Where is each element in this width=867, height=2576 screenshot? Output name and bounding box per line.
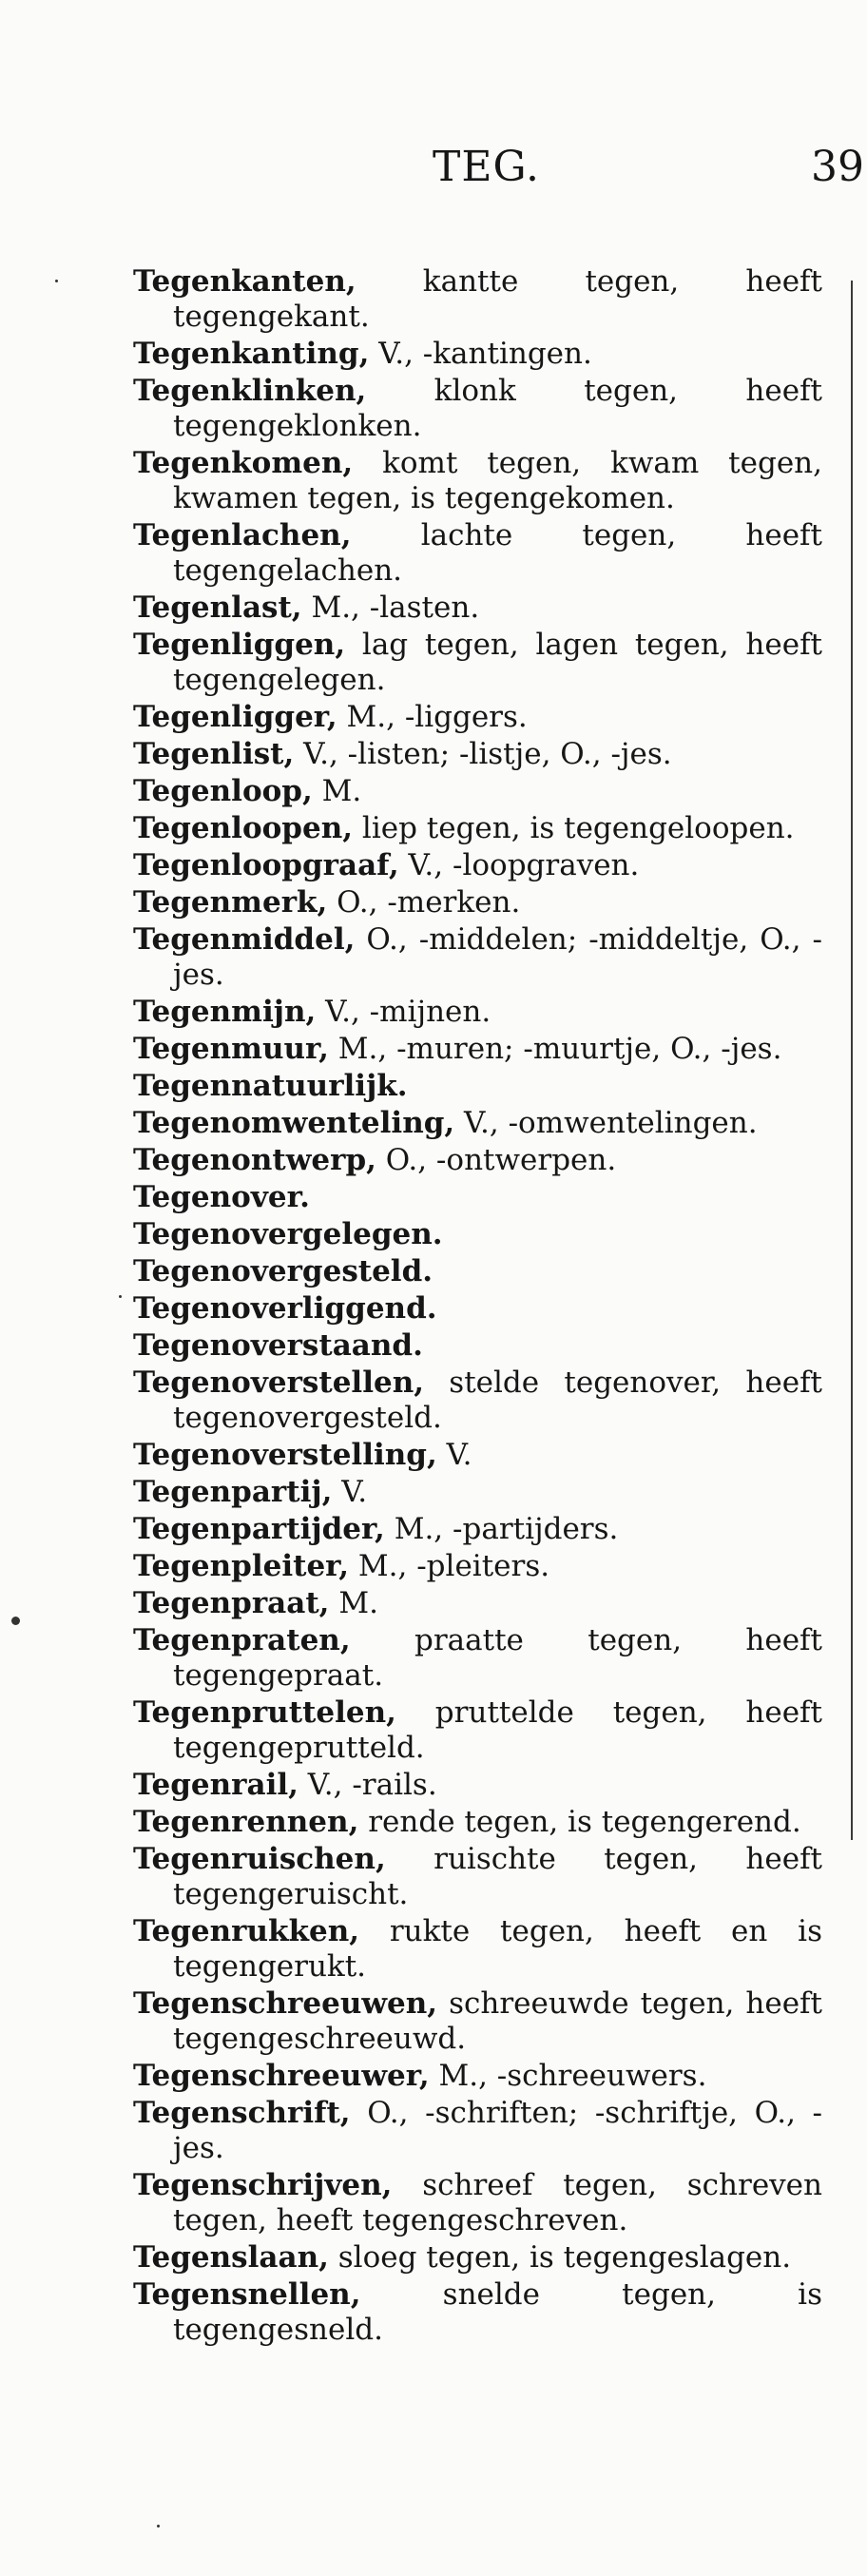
headword: Tegenovergelegen. — [133, 1217, 443, 1251]
dictionary-entry — [133, 2059, 822, 2094]
definition: V., -rails. — [298, 1768, 437, 1802]
dictionary-entry — [133, 1438, 822, 1473]
ink-speck — [157, 2525, 160, 2528]
dictionary-entry — [133, 2168, 822, 2238]
dictionary-entry — [133, 1805, 822, 1840]
definition: V., -listen; -listje, O., -jes. — [294, 737, 672, 771]
dictionary-entry — [133, 1695, 822, 1766]
dictionary-entry — [133, 848, 822, 883]
definition: O., -schriften; -schriftje, O., -jes. — [173, 2096, 822, 2165]
headword: Tegenloop, — [133, 774, 313, 808]
headword: Tegenkomen, — [133, 446, 354, 480]
headword: Tegenligger, — [133, 700, 337, 734]
definition: klonk tegen, heeft tegengeklonken. — [173, 374, 822, 443]
definition: M., -liggers. — [337, 700, 528, 734]
definition: praatte tegen, heeft tegengepraat. — [173, 1623, 822, 1693]
dictionary-entry — [133, 2277, 822, 2348]
definition: pruttelde tegen, heeft tegengeprutteld. — [173, 1695, 822, 1765]
running-head: TEG. — [433, 143, 541, 191]
definition: rende tegen, is tegengerend. — [358, 1805, 801, 1839]
headword: Tegenoverstaand. — [133, 1328, 423, 1363]
dictionary-entry — [133, 1475, 822, 1510]
dictionary-entry — [133, 591, 822, 626]
headword: Tegenmijn, — [133, 995, 317, 1029]
dictionary-entry — [133, 374, 822, 444]
headword: Tegenmuur, — [133, 1032, 329, 1066]
definition: O., -ontwerpen. — [376, 1143, 617, 1177]
dictionary-entry — [133, 1328, 822, 1364]
entry-list — [133, 264, 822, 2350]
dictionary-entry — [133, 337, 822, 372]
definition: rukte tegen, heeft en is tegengerukt. — [173, 1914, 822, 1984]
headword: Tegenrukken, — [133, 1914, 360, 1948]
headword: Tegenovergesteld. — [133, 1254, 434, 1288]
definition: schreeuwde tegen, heeft tegengeschreeuwd. — [173, 1986, 822, 2056]
dictionary-entry — [133, 518, 822, 589]
definition: liep tegen, is tegengeloopen. — [353, 811, 795, 845]
headword: Tegenslaan, — [133, 2240, 329, 2275]
definition: O., -middelen; -middeltje, O., -jes. — [173, 922, 822, 992]
definition: stelde tegenover, heeft tegenovergesteld. — [173, 1365, 822, 1435]
headword: Tegenschrift, — [133, 2096, 351, 2130]
headword: Tegenkanten, — [133, 264, 356, 299]
dictionary-entry — [133, 1586, 822, 1621]
ink-speck — [11, 1617, 20, 1625]
definition: M. — [312, 774, 362, 808]
dictionary-entry — [133, 2096, 822, 2166]
dictionary-entry — [133, 2240, 822, 2276]
definition: M., -pleiters. — [349, 1549, 550, 1583]
headword: Tegenlast, — [133, 591, 302, 625]
dictionary-entry — [133, 1914, 822, 1985]
headword: Tegenklinken, — [133, 374, 367, 408]
headword: Tegenkanting, — [133, 337, 370, 371]
headword: Tegenpartijder, — [133, 1512, 385, 1546]
dictionary-entry — [133, 628, 822, 698]
headword: Tegennatuurlijk. — [133, 1069, 408, 1103]
dictionary-entry — [133, 264, 822, 335]
definition: komt tegen, kwam tegen, kwamen tegen, is tegengekomen. — [173, 446, 822, 515]
definition: schreef tegen, schreven tegen, heeft tegengeschreven. — [173, 2168, 822, 2237]
dictionary-entry — [133, 1180, 822, 1215]
dictionary-entry — [133, 1069, 822, 1104]
definition: V., -omwentelingen. — [454, 1106, 758, 1140]
headword: Tegenpleiter, — [133, 1549, 350, 1583]
headword: Tegenontwerp, — [133, 1143, 376, 1177]
dictionary-entry — [133, 1986, 822, 2057]
headword: Tegenoverliggend. — [133, 1291, 437, 1326]
headword: Tegenmiddel, — [133, 922, 356, 957]
definition: O., -merken. — [327, 885, 521, 920]
definition: lag tegen, lagen tegen, heeft tegengelegen. — [173, 628, 822, 697]
headword: Tegenmerk, — [133, 885, 328, 920]
headword: Tegenloopen, — [133, 811, 354, 845]
dictionary-entry — [133, 1254, 822, 1289]
dictionary-entry — [133, 1768, 822, 1803]
definition: V., -loopgraven. — [398, 848, 640, 882]
headword: Tegenschreeuwer, — [133, 2059, 430, 2093]
dictionary-entry — [133, 1106, 822, 1141]
dictionary-entry — [133, 1365, 822, 1436]
dictionary-entry — [133, 1512, 822, 1547]
definition: sloeg tegen, is tegengeslagen. — [328, 2240, 792, 2275]
definition: ruischte tegen, heeft tegengeruischt. — [173, 1842, 822, 1911]
headword: Tegenomwenteling, — [133, 1106, 455, 1140]
definition: lachte tegen, heeft tegengelachen. — [173, 518, 822, 588]
definition: V., -mijnen. — [316, 995, 491, 1029]
definition: snelde tegen, is tegengesneld. — [173, 2277, 822, 2347]
definition: V. — [332, 1475, 368, 1509]
definition: M., -lasten. — [301, 591, 480, 625]
headword: Tegenliggen, — [133, 628, 346, 662]
headword: Tegenschreeuwen, — [133, 1986, 438, 2021]
definition: M., -muren; -muurtje, O., -jes. — [328, 1032, 782, 1066]
headword: Tegenoverstellen, — [133, 1365, 425, 1400]
dictionary-entry — [133, 446, 822, 516]
headword: Tegenloopgraaf, — [133, 848, 399, 882]
definition: V. — [436, 1438, 472, 1472]
column-rule — [851, 281, 853, 1840]
dictionary-entry — [133, 1291, 822, 1327]
definition: kantte tegen, heeft tegengekant. — [173, 264, 822, 334]
definition: M., -partijders. — [384, 1512, 619, 1546]
headword: Tegenpartij, — [133, 1475, 333, 1509]
headword: Tegenlachen, — [133, 518, 352, 552]
dictionary-entry — [133, 1143, 822, 1178]
dictionary-entry — [133, 1842, 822, 1912]
headword: Tegenrennen, — [133, 1805, 359, 1839]
definition: M., -schreeuwers. — [429, 2059, 707, 2093]
dictionary-entry — [133, 922, 822, 993]
headword: Tegensnellen, — [133, 2277, 361, 2312]
dictionary-entry — [133, 737, 822, 772]
headword: Tegenpraat, — [133, 1586, 330, 1620]
headword: Tegenpruttelen, — [133, 1695, 396, 1730]
headword: Tegenlist, — [133, 737, 295, 771]
dictionary-entry — [133, 1032, 822, 1067]
definition: V., -kantingen. — [369, 337, 592, 371]
dictionary-entry — [133, 885, 822, 920]
ink-speck — [55, 280, 58, 282]
headword: Tegenschrijven, — [133, 2168, 393, 2202]
dictionary-entry — [133, 700, 822, 735]
definition: M. — [329, 1586, 378, 1620]
headword: Tegenover. — [133, 1180, 310, 1214]
page-number: 39 — [811, 143, 864, 191]
headword: Tegenoverstelling, — [133, 1438, 437, 1472]
headword: Tegenpraten, — [133, 1623, 351, 1657]
dictionary-entry — [133, 995, 822, 1030]
dictionary-entry — [133, 774, 822, 809]
ink-speck — [119, 1295, 122, 1298]
dictionary-entry — [133, 1549, 822, 1584]
headword: Tegenrail, — [133, 1768, 299, 1802]
dictionary-entry — [133, 1217, 822, 1252]
dictionary-entry — [133, 1623, 822, 1694]
page-header — [0, 143, 867, 209]
headword: Tegenruischen, — [133, 1842, 386, 1876]
dictionary-entry — [133, 811, 822, 846]
